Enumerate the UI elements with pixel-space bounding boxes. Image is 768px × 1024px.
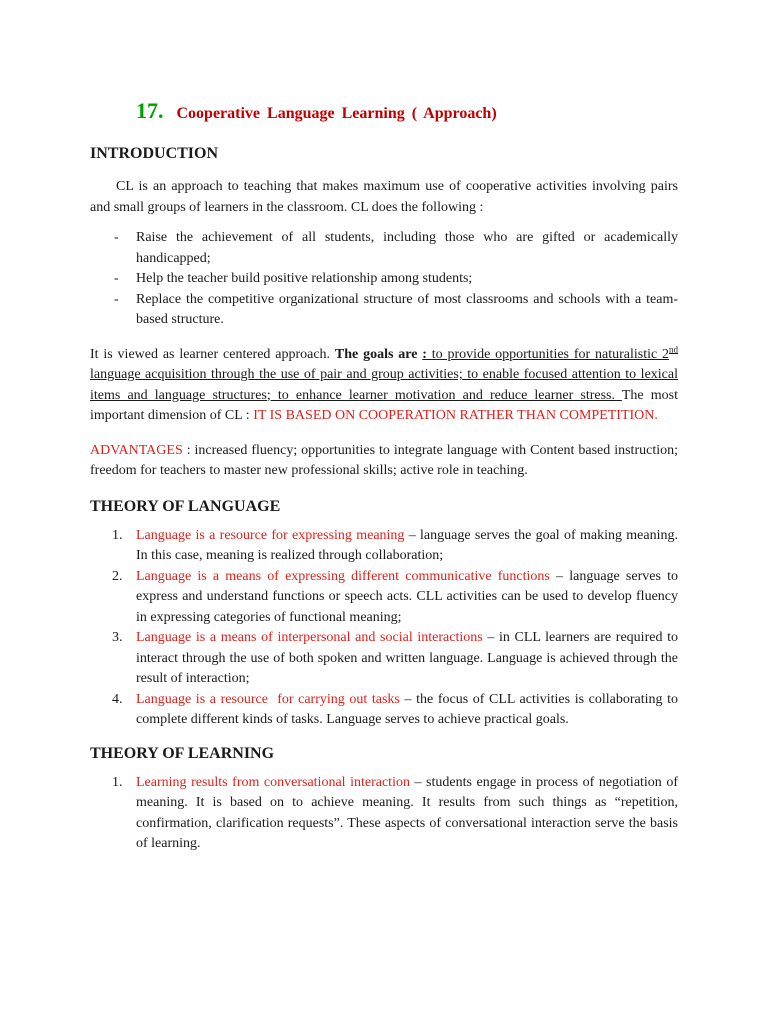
goals-text-b: language acquisition through the use of pair and group activities; to enable focused attention to lexical items and language structures; to enhance learner motivation and reduce learner stress. [90,367,678,403]
list-item: - Help the teacher build positive relationship among students; [136,269,678,290]
theory-of-learning-list [90,773,678,855]
item-number: 1. [112,527,123,543]
title-number: 17. [136,98,164,123]
item-highlight: Language is a resource for expressing meaning [136,527,405,543]
dimension-highlight: IT IS BASED ON COOPERATION RATHER THAN COMPETITION. [253,408,658,423]
theory-of-learning-heading: THEORY OF LEARNING [90,744,275,762]
list-item [112,773,679,855]
list-item [112,526,678,567]
introduction-bullet-list [90,228,678,331]
list-item [112,690,679,731]
advantages-text: : increased fluency; opportunities to integrate language with Content based instruction; freedom for teachers to master new professional skills; active role in teaching. [90,442,678,478]
item-text: – students engage in process of negotiation of meaning. It is based on to achieve meaning. It results from such things as “repetition, confirmation, clarification requests”. These aspects of conversational interaction serve the basis of learning. [136,774,679,851]
theory-of-language-list [90,526,678,731]
item-number: 3. [112,630,123,645]
dimension-lead: The most important dimension of CL : [90,387,678,423]
item-text: – language serves to express and understand functions or speech acts. CLL activities can be used to develop fluency in expressing categories of functional meaning; [136,568,678,625]
advantages-paragraph [90,441,678,482]
item-text: – the focus of CLL activities is collaborating to complete different kinds of tasks. Language serves to achieve practical goals. [136,691,679,727]
goals-lead: It is viewed as learner centered approach. [90,346,331,362]
goals-paragraph [90,345,678,427]
goals-superscript: nd [669,343,679,354]
list-item [112,567,678,629]
item-highlight: Learning results from conversational interaction [136,774,410,790]
item-number: 1. [112,774,123,790]
goals-label: The goals are [334,346,418,362]
item-highlight: Language is a resource for carrying out tasks [136,691,400,707]
goals-text-a: to provide opportunities for naturalistic 2 [426,346,670,362]
goals-colon: : [422,346,427,362]
advantages-label: ADVANTAGES [90,442,183,458]
item-number: 2. [112,568,123,584]
introduction-paragraph: CL is an approach to teaching that makes maximum use of cooperative activities involving pairs and small groups of learners in the classroom. CL does the following : [90,179,678,215]
theory-of-language-heading: THEORY OF LANGUAGE [90,497,281,515]
item-text: – in CLL learners are required to interact through the use of both spoken and written language. Language is achieved through the result of interaction; [136,630,678,686]
item-number: 4. [112,691,123,707]
list-item: - Replace the competitive organizational structure of most classrooms and schools with a team-based structure. [136,290,678,331]
item-text: – language serves the goal of making meaning. In this case, meaning is realized through collaboration; [136,527,678,563]
item-highlight: Language is a means of expressing different communicative functions [136,568,550,584]
page-title [136,96,678,129]
introduction-heading: INTRODUCTION [90,145,219,162]
title-text: Cooperative Language Learning ( Approach) [176,105,497,122]
item-highlight: Language is a means of interpersonal and social interactions [136,630,483,645]
list-item: - Raise the achievement of all students, including those who are gifted or academically handicapped; [136,228,678,269]
list-item [112,628,678,690]
